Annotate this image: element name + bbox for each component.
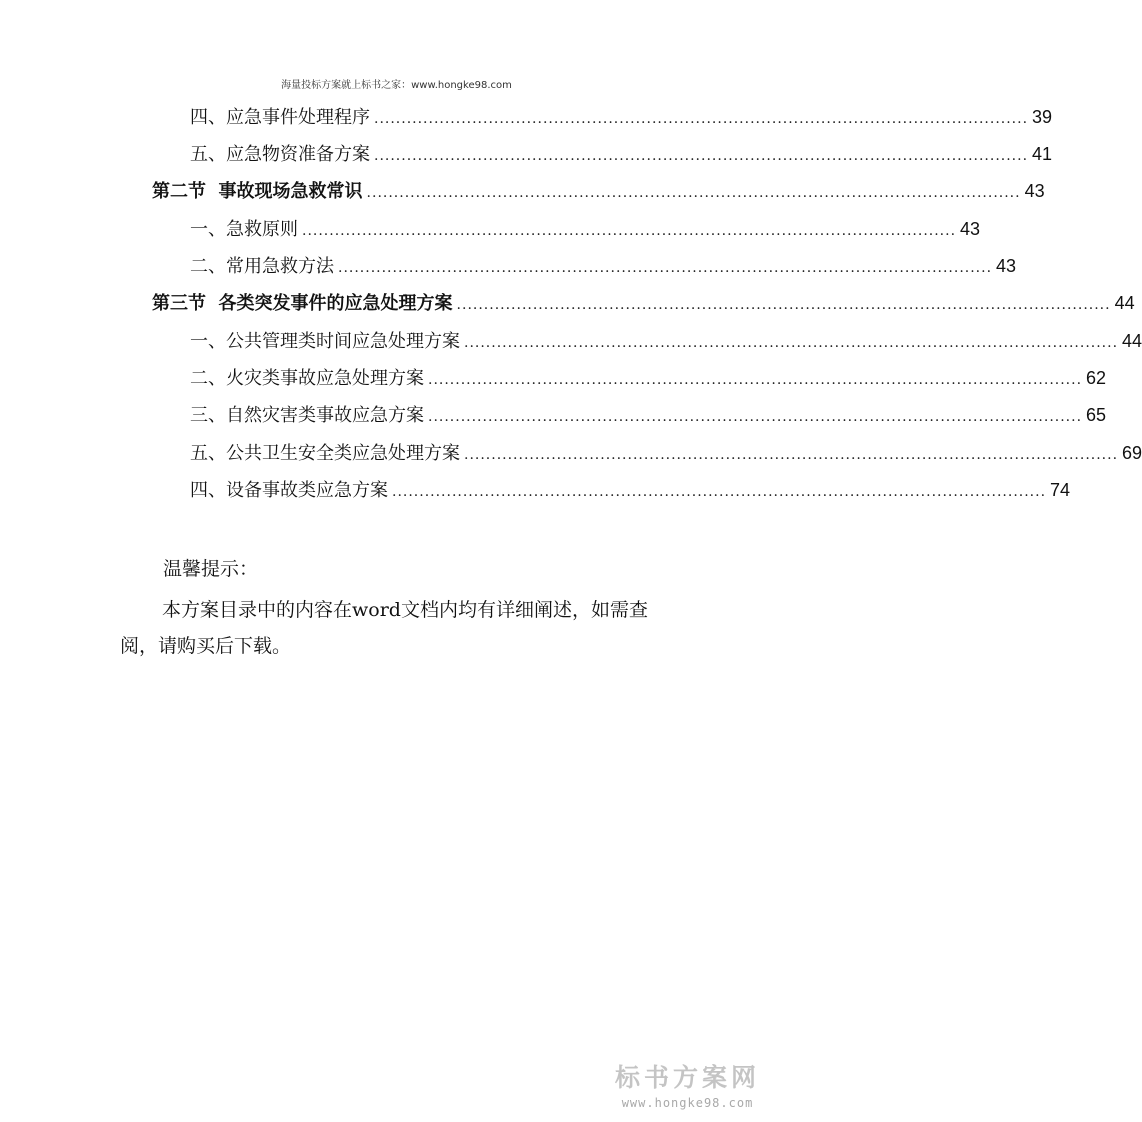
toc-entry[interactable] xyxy=(190,103,1053,133)
toc-entry-number: 四、 xyxy=(190,107,226,128)
toc-entry-title: 自然灾害类事故应急方案 xyxy=(226,405,424,426)
toc-entry-title: 事故现场急救常识 xyxy=(218,181,363,202)
toc-entry-page: 74 xyxy=(1050,480,1071,500)
toc-entry-page: 44 xyxy=(1122,331,1142,351)
toc-entry-title: 应急事件处理程序 xyxy=(226,107,370,128)
toc-dot-leader: ........................................................................................................................ xyxy=(302,223,957,239)
toc-dot-leader: ........................................................................................................................ xyxy=(366,185,1021,201)
toc-dot-leader: ........................................................................................................................ xyxy=(464,447,1119,463)
toc-entry[interactable] xyxy=(190,401,1107,431)
toc-entry-title: 各类突发事件的应急处理方案 xyxy=(218,293,453,314)
toc-dot-leader: ........................................................................................................................ xyxy=(374,111,1029,127)
toc-entry-page: 65 xyxy=(1086,405,1107,425)
toc-entry-title: 设备事故类应急方案 xyxy=(226,480,388,501)
toc-entry[interactable] xyxy=(190,476,1071,506)
toc-entry[interactable] xyxy=(190,140,1053,170)
toc-entry-page: 62 xyxy=(1086,368,1107,388)
toc-entry[interactable] xyxy=(152,289,1135,319)
toc-entry-page: 43 xyxy=(1024,181,1045,201)
toc-entry-number: 第二节 xyxy=(152,181,219,202)
site-watermark xyxy=(600,1058,775,1110)
toc-dot-leader: ........................................................................................................................ xyxy=(338,260,993,276)
toc-entry[interactable] xyxy=(190,215,981,245)
toc-entry[interactable] xyxy=(190,252,1017,282)
toc-entry-number: 三、 xyxy=(190,405,226,426)
toc-entry-number: 二、 xyxy=(190,368,226,389)
toc-entry-page: 41 xyxy=(1032,144,1053,164)
toc-entry-page: 39 xyxy=(1032,107,1053,127)
toc-entry[interactable] xyxy=(152,177,1045,207)
toc-entry-page: 43 xyxy=(960,219,981,239)
toc-entry-number: 第三节 xyxy=(152,293,219,314)
toc-entry-number: 二、 xyxy=(190,256,226,277)
page-header: 海量投标方案就上标书之家：www.hongke98.com xyxy=(281,80,512,91)
toc-entry[interactable] xyxy=(190,327,1142,357)
toc-entry[interactable] xyxy=(190,439,1142,469)
toc-entry-number: 五、 xyxy=(190,443,226,464)
toc-entry-number: 一、 xyxy=(190,331,226,352)
toc-entry[interactable] xyxy=(190,364,1107,394)
toc-entry-number: 四、 xyxy=(190,480,226,501)
toc-entry-title: 火灾类事故应急处理方案 xyxy=(226,368,424,389)
toc-dot-leader: ........................................................................................................................ xyxy=(456,297,1111,313)
watermark-logo: 标书方案网 xyxy=(614,1063,760,1092)
toc-entry-title: 公共卫生安全类应急处理方案 xyxy=(226,443,460,464)
toc-entry-title: 急救原则 xyxy=(226,219,298,240)
tip-body: 本方案目录中的内容在word文档内均有详细阐述，如需查阅，请购买后下载。 xyxy=(120,599,648,657)
toc-dot-leader: ........................................................................................................................ xyxy=(374,148,1029,164)
toc-entry-number: 一、 xyxy=(190,219,226,240)
toc-entry-page: 43 xyxy=(996,256,1017,276)
toc-dot-leader: ........................................................................................................................ xyxy=(392,484,1047,500)
toc-entry-number: 五、 xyxy=(190,144,226,165)
toc-entry-page: 44 xyxy=(1114,293,1135,313)
toc-entry-page: 69 xyxy=(1122,443,1142,463)
toc-entry-title: 应急物资准备方案 xyxy=(226,144,370,165)
tip-title: 温馨提示： xyxy=(163,558,259,580)
toc-dot-leader: ........................................................................................................................ xyxy=(428,409,1083,425)
toc-entry-title: 公共管理类时间应急处理方案 xyxy=(226,331,460,352)
toc-dot-leader: ........................................................................................................................ xyxy=(464,335,1119,351)
toc-entry-title: 常用急救方法 xyxy=(226,256,334,277)
toc-dot-leader: ........................................................................................................................ xyxy=(428,372,1083,388)
watermark-url: www.hongke98.com xyxy=(621,1096,754,1110)
